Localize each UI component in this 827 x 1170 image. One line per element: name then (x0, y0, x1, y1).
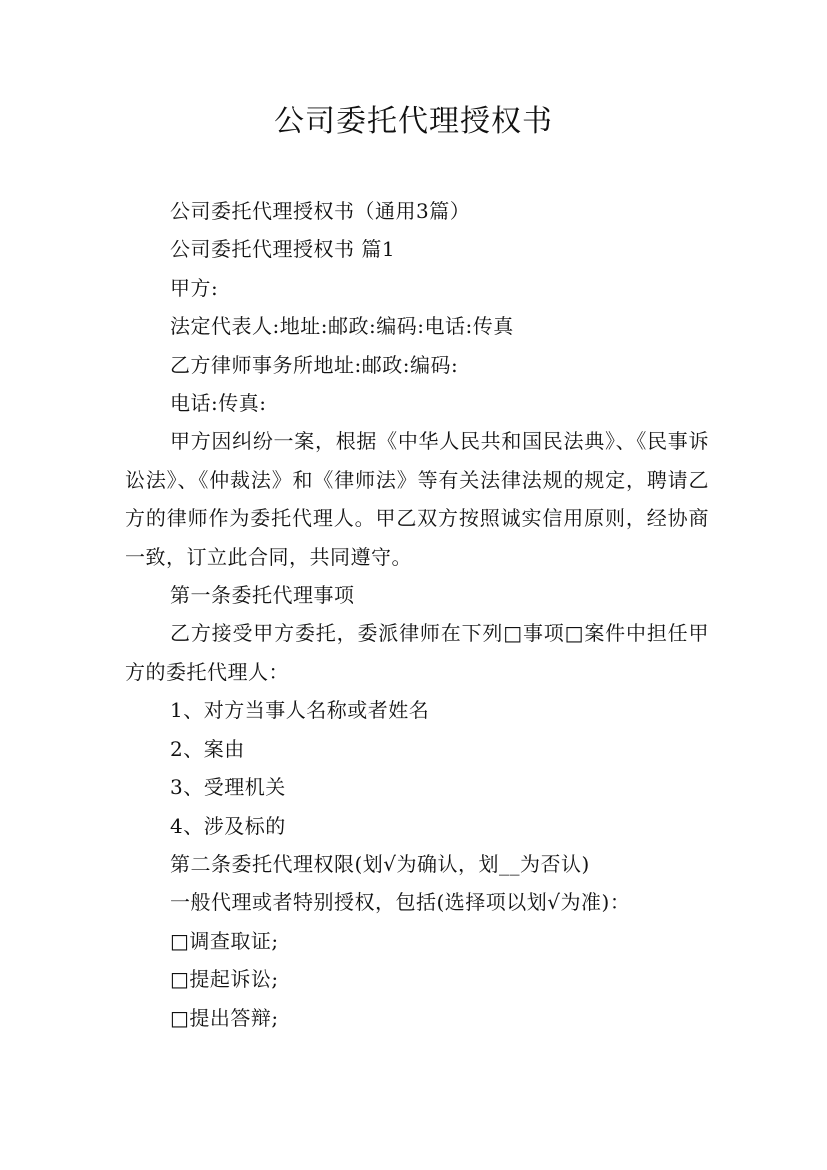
document-body (125, 192, 709, 1037)
list-item: 3、受理机关 (170, 775, 286, 800)
paragraph-article-1-heading: 第一条委托代理事项 (170, 583, 355, 608)
list-item: 1、对方当事人名称或者姓名 (170, 698, 430, 723)
paragraph-party-b: 乙方律师事务所地址:邮政:编码: (170, 352, 459, 377)
document-title: 公司委托代理授权书 (274, 104, 553, 139)
paragraph-legal-rep: 法定代表人:地址:邮政:编码:电话:传真 (170, 314, 514, 339)
list-item: 2、案由 (170, 736, 245, 761)
paragraph-preamble: 甲方因纠纷一案，根据《中华人民共和国民法典》、《民事诉讼法》、《仲裁法》和《律师法》等有关法律法规的规定，聘请乙方的律师作为委托代理人。甲乙双方按照诚实信用原则，经协商一致，订立此合同，共同遵守。 (125, 429, 709, 569)
paragraph-section-heading: 公司委托代理授权书 篇1 (170, 237, 396, 262)
checkbox-item: □提起诉讼; (170, 967, 279, 992)
paragraph-article-2-body: 一般代理或者特别授权，包括(选择项以划√为准)： (170, 890, 631, 915)
paragraph-party-a: 甲方: (170, 275, 219, 300)
paragraph-article-2-heading: 第二条委托代理权限(划√为确认，划__为否认) (170, 851, 590, 876)
paragraph-article-1-body: 乙方接受甲方委托，委派律师在下列□事项□案件中担任甲方的委托代理人： (125, 621, 709, 684)
checkbox-item: □提出答辩; (170, 1005, 279, 1030)
list-item: 4、涉及标的 (170, 813, 286, 838)
checkbox-item: □调查取证; (170, 928, 279, 953)
paragraph-subtitle: 公司委托代理授权书（通用3篇） (170, 199, 471, 223)
paragraph-phone-fax: 电话:传真: (170, 391, 267, 416)
